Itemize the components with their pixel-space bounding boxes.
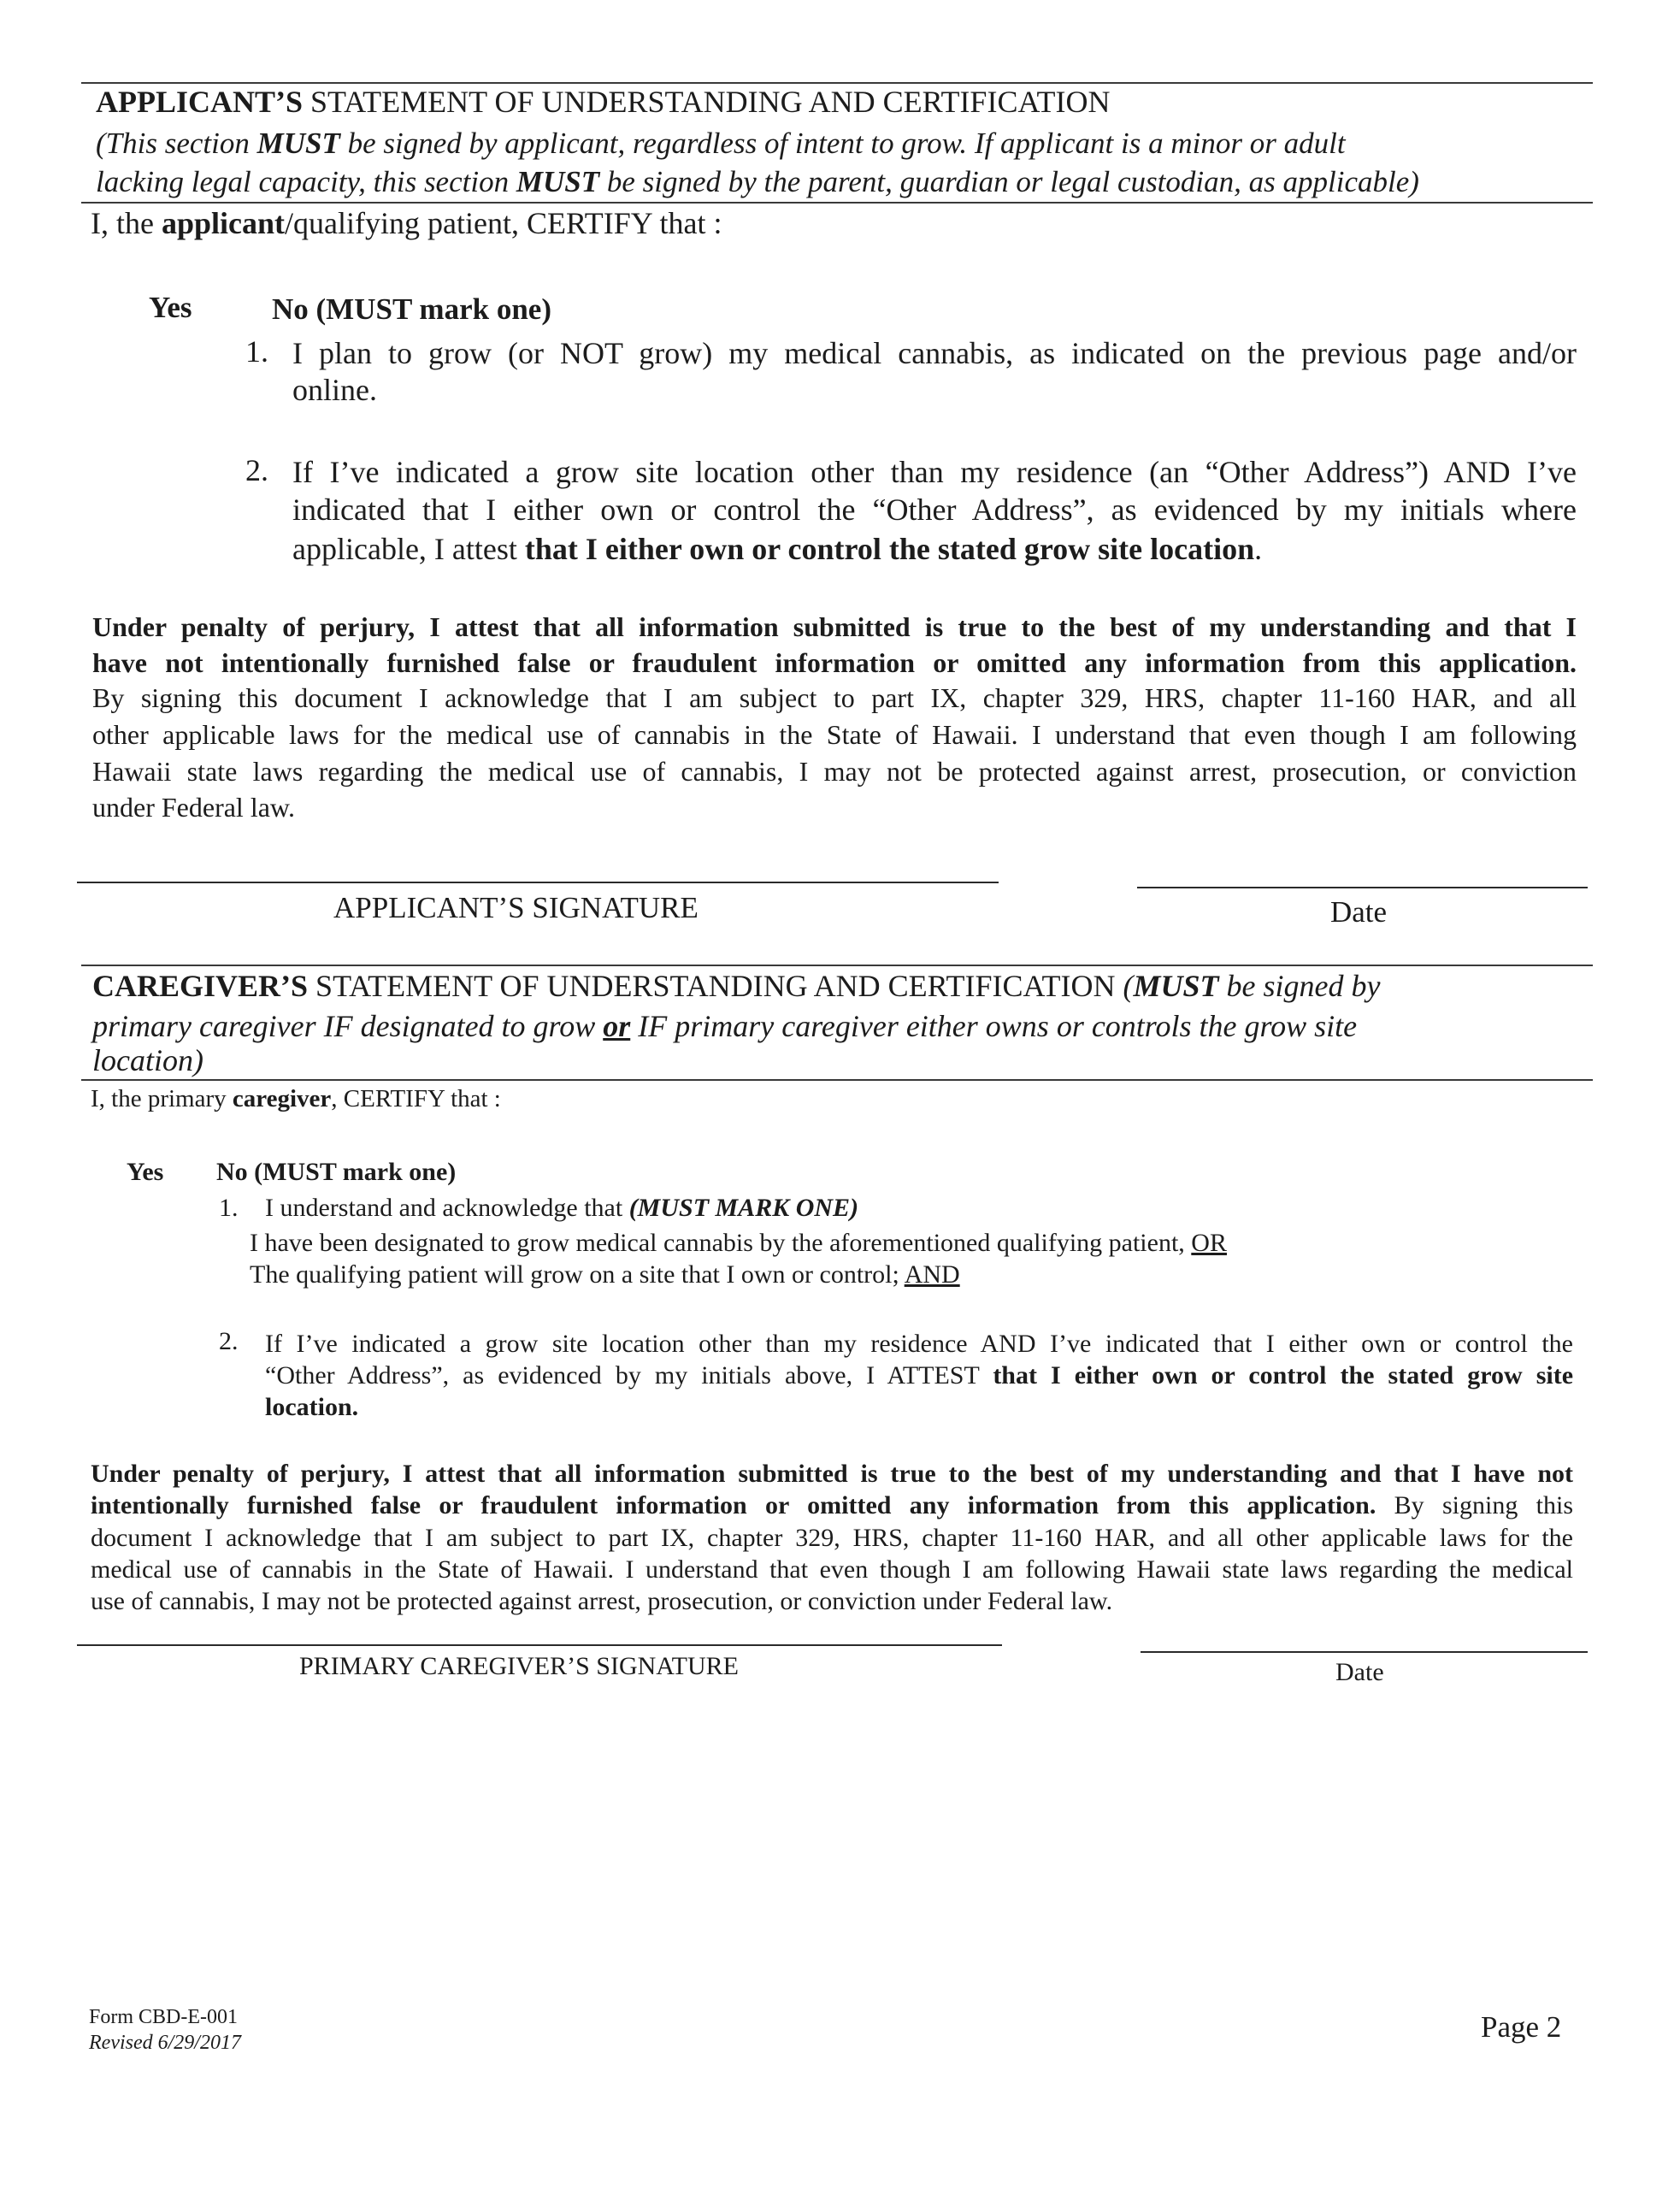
applicant-item2-text: . <box>1254 532 1263 566</box>
caregiver-item2-line3: location. <box>265 1393 359 1421</box>
applicant-item2-line2: indicated that I either own or control the “Other Address”, as evidenced by my initials where <box>292 493 1577 527</box>
caregiver-certify-line <box>91 1083 501 1114</box>
applicant-date-label: Date <box>1330 895 1388 929</box>
applicant-note-text: (This section <box>96 127 257 160</box>
caregiver-item2-attest: that I either own or control the stated grow site <box>993 1361 1574 1390</box>
caregiver-perjury-line3: document I acknowledge that I am subject to part IX, chapter 329, HRS, chapter 11-160 HAR, and all other applicable laws for the <box>91 1524 1573 1552</box>
applicant-item2-number: 2. <box>245 453 268 487</box>
applicant-item2-line3 <box>292 530 1262 568</box>
caregiver-date-label: Date <box>1335 1658 1384 1686</box>
caregiver-heading-note: be signed by <box>1218 969 1381 1003</box>
applicant-heading <box>96 83 1110 121</box>
caregiver-perjury-line4: medical use of cannabis in the State of Hawaii. I understand that even though I am following Hawaii state laws regarding the medical <box>91 1555 1573 1584</box>
applicant-item1-line2: online. <box>292 373 377 407</box>
page-number: Page 2 <box>1481 2010 1562 2044</box>
caregiver-item1-option-a <box>250 1227 1227 1259</box>
caregiver-item1-option-text: I have been designated to grow medical cannabis by the aforementioned qualifying patient, <box>250 1229 1192 1257</box>
caregiver-certify-text: , CERTIFY that : <box>331 1085 501 1112</box>
applicant-item2-attest: that I either own or control the stated grow site location <box>524 532 1255 566</box>
applicant-item1-line1: I plan to grow (or NOT grow) my medical cannabis, as indicated on the previous page and/or <box>292 336 1577 370</box>
caregiver-note-text: primary caregiver IF designated to grow <box>92 1009 604 1043</box>
caregiver-perjury-bold: intentionally furnished false or fraudulent information or omitted any information from this application. <box>91 1491 1376 1519</box>
footer-form-id: Form CBD-E-001 <box>89 2006 238 2028</box>
caregiver-note-or: or <box>603 1009 631 1043</box>
caregiver-signature-line[interactable] <box>77 1644 1002 1646</box>
caregiver-perjury-text: By signing this <box>1376 1491 1573 1519</box>
applicant-perjury-line2: have not intentionally furnished false or fraudulent information or omitted any information from this application. <box>92 647 1577 678</box>
caregiver-yes-label: Yes <box>127 1158 164 1186</box>
applicant-note-must: MUST <box>256 127 340 160</box>
caregiver-item1-must-mark: (MUST MARK ONE) <box>628 1194 859 1222</box>
applicant-note-line2 <box>96 163 1419 200</box>
applicant-item2-line1: If I’ve indicated a grow site location other than my residence (an “Other Address”) AND I’ve <box>292 455 1577 489</box>
caregiver-item1-option-b <box>250 1259 960 1290</box>
applicant-perjury-line4: other applicable laws for the medical use of cannabis in the State of Hawaii. I understand that even though I am following <box>92 719 1577 750</box>
footer-revised: Revised 6/29/2017 <box>89 2032 241 2054</box>
applicant-no-label: No (MUST mark one) <box>272 292 551 326</box>
caregiver-item1-line1 <box>265 1192 858 1224</box>
caregiver-item2-text: “Other Address”, as evidenced by my initials above, I ATTEST <box>265 1361 993 1390</box>
caregiver-item1-and: AND <box>904 1260 960 1289</box>
caregiver-certify-role: caregiver <box>232 1085 332 1112</box>
caregiver-item2-line1: If I’ve indicated a grow site location other than my residence AND I’ve indicated that I either own or control the <box>265 1330 1573 1358</box>
applicant-heading-rest: STATEMENT OF UNDERSTANDING AND CERTIFICATION <box>303 85 1111 119</box>
caregiver-signature-label: PRIMARY CAREGIVER’S SIGNATURE <box>299 1652 739 1680</box>
applicant-perjury-line3: By signing this document I acknowledge that I am subject to part IX, chapter 329, HRS, chapter 11-160 HAR, and all <box>92 682 1577 713</box>
applicant-signature-line[interactable] <box>77 882 999 883</box>
applicant-note-text: be signed by the parent, guardian or legal custodian, as applicable) <box>599 165 1419 198</box>
applicant-note-must: MUST <box>516 165 600 198</box>
caregiver-heading-note: ( <box>1123 969 1134 1003</box>
caregiver-heading-must: MUST <box>1133 969 1219 1003</box>
caregiver-item2-line2 <box>265 1360 1573 1391</box>
applicant-certify-role: applicant <box>161 206 286 240</box>
caregiver-item1-number: 1. <box>219 1194 239 1222</box>
caregiver-certify-text: I, the primary <box>91 1085 233 1112</box>
applicant-perjury-line1: Under penalty of perjury, I attest that all information submitted is true to the best of my understanding and that I <box>92 611 1577 642</box>
applicant-note-line1 <box>96 125 1346 162</box>
caregiver-no-label: No (MUST mark one) <box>216 1158 457 1186</box>
applicant-note-text: lacking legal capacity, this section <box>96 165 516 198</box>
applicant-yes-label: Yes <box>149 291 192 324</box>
applicant-item1-number: 1. <box>245 334 268 369</box>
caregiver-perjury-line2 <box>91 1490 1573 1521</box>
applicant-certify-text: /qualifying patient, CERTIFY that : <box>285 206 722 240</box>
caregiver-item1-or: OR <box>1191 1229 1227 1257</box>
caregiver-note-line3: location) <box>92 1043 203 1077</box>
caregiver-heading-bold: CAREGIVER’S <box>92 969 309 1003</box>
applicant-heading-bold: APPLICANT’S <box>96 85 304 119</box>
caregiver-item1-option-text: The qualifying patient will grow on a site that I own or control; <box>250 1260 905 1289</box>
caregiver-top-rule <box>81 965 1593 966</box>
applicant-certify-line <box>91 204 722 242</box>
applicant-date-line[interactable] <box>1137 887 1588 888</box>
applicant-perjury-line5: Hawaii state laws regarding the medical use of cannabis, I may not be protected against arrest, prosecution, or conviction <box>92 756 1577 787</box>
caregiver-perjury-line5: use of cannabis, I may not be protected against arrest, prosecution, or conviction under Federal law. <box>91 1587 1113 1615</box>
caregiver-item1-text: I understand and acknowledge that <box>265 1194 629 1222</box>
caregiver-heading <box>92 967 1380 1005</box>
caregiver-item2-number: 2. <box>219 1327 239 1355</box>
caregiver-note-line2 <box>92 1007 1357 1045</box>
caregiver-header-bottom-rule <box>81 1079 1593 1081</box>
caregiver-date-line[interactable] <box>1141 1651 1588 1653</box>
applicant-header-bottom-rule <box>81 202 1593 204</box>
applicant-signature-label: APPLICANT’S SIGNATURE <box>333 891 699 924</box>
caregiver-note-text: IF primary caregiver either owns or controls the grow site <box>630 1009 1358 1043</box>
caregiver-heading-rest: STATEMENT OF UNDERSTANDING AND CERTIFICATION <box>308 969 1123 1003</box>
applicant-note-text: be signed by applicant, regardless of intent to grow. If applicant is a minor or adult <box>339 127 1346 160</box>
applicant-certify-text: I, the <box>91 206 162 240</box>
applicant-perjury-line6: under Federal law. <box>92 792 295 823</box>
applicant-item2-text: applicable, I attest <box>292 532 525 566</box>
caregiver-perjury-line1: Under penalty of perjury, I attest that all information submitted is true to the best of my understanding and that I have not <box>91 1460 1573 1488</box>
